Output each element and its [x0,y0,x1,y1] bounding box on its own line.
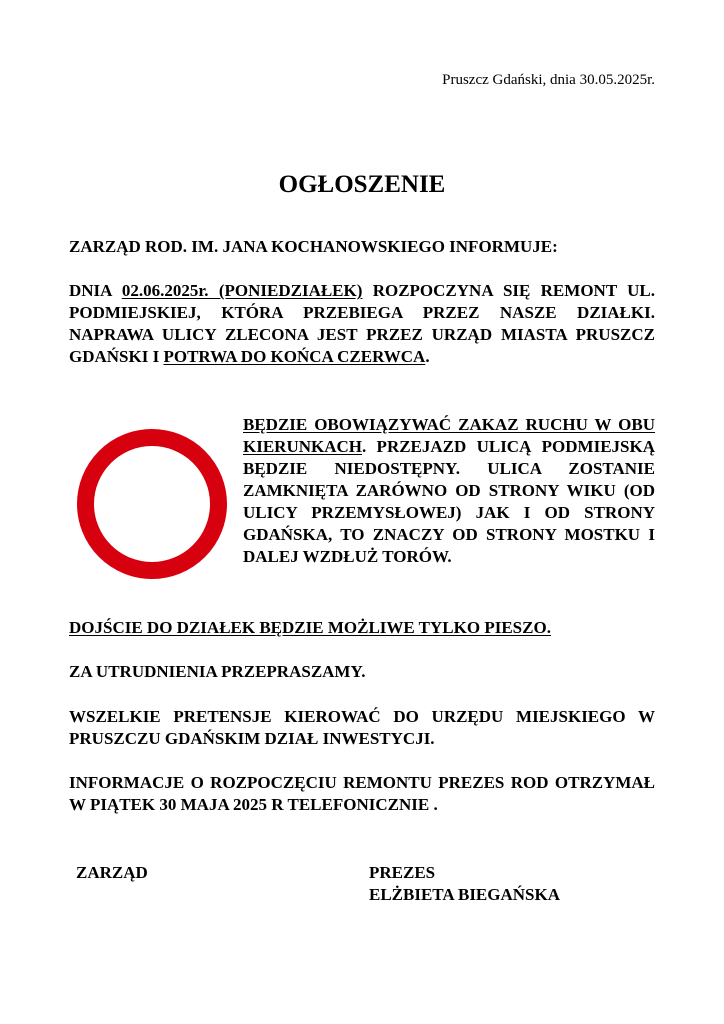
place-and-date: Pruszcz Gdański, dnia 30.05.2025r. [442,72,655,88]
paragraph-start-of-repair [69,280,655,368]
p1-middle: ROZPOCZYNA SIĘ REMONT UL. PODMIEJSKIEJ, KTÓRA PRZEBIEGA PRZEZ NASZE DZIAŁKI. NAPRAWA ULICY ZLECONA JEST PRZEZ URZĄD MIASTA PRUSZCZ GDAŃSKI I [69,281,656,366]
paragraph-apology: ZA UTRUDNIENIA PRZEPRASZAMY. [69,662,366,681]
sign-ring [86,438,219,571]
p1-duration: POTRWA DO KOŃCA CZERWCA [163,347,426,366]
signature-president [369,862,560,906]
signature-president-name: ELŻBIETA BIEGAŃSKA [369,885,561,904]
paragraph-complaints: WSZELKIE PRETENSJE KIEROWAĆ DO URZĘDU MIEJSKIEGO W PRUSZCZU GDAŃSKIM DZIAŁ INWESTYCJI. [69,707,655,748]
document-title: OGŁOSZENIE [278,171,446,198]
signature-board [76,862,148,884]
p1-end: . [425,347,430,366]
signature-board-label: ZARZĄD [76,863,148,882]
informs-heading: ZARZĄD ROD. IM. JANA KOCHANOWSKIEGO INFORMUJE: [69,237,558,256]
p2-ban-underlined: BĘDZIE OBOWIĄZYWAĆ ZAKAZ RUCHU W OBU KIERUNKACH [243,415,655,456]
paragraph-information-source: INFORMACJE O ROZPOCZĘCIU REMONTU PREZES ROD OTRZYMAŁ W PIĄTEK 30 MAJA 2025 R TELEFONICZNIE . [69,773,655,814]
signature-president-title: PREZES [369,863,436,882]
p3-text: DOJŚCIE DO DZIAŁEK BĘDZIE MOŻLIWE TYLKO PIESZO. [69,618,551,637]
no-vehicles-sign-icon [76,428,228,580]
paragraph-pedestrian-access [69,617,655,639]
p1-prefix: DNIA [69,281,122,300]
p2-rest: . PRZEJAZD ULICĄ PODMIEJSKĄ BĘDZIE NIEDOSTĘPNY. ULICA ZOSTANIE ZAMKNIĘTA ZARÓWNO OD STRONY WIKU (OD ULICY PRZEMYSŁOWEJ) JAK I OD STRONY GDAŃSKA, TO ZNACZY OD STRONY MOSTKU I DALEJ WZDŁUŻ TORÓW. [243,437,655,566]
paragraph-traffic-ban [243,414,655,568]
p1-date-day: 02.06.2025r. (PONIEDZIAŁEK) [121,281,363,300]
